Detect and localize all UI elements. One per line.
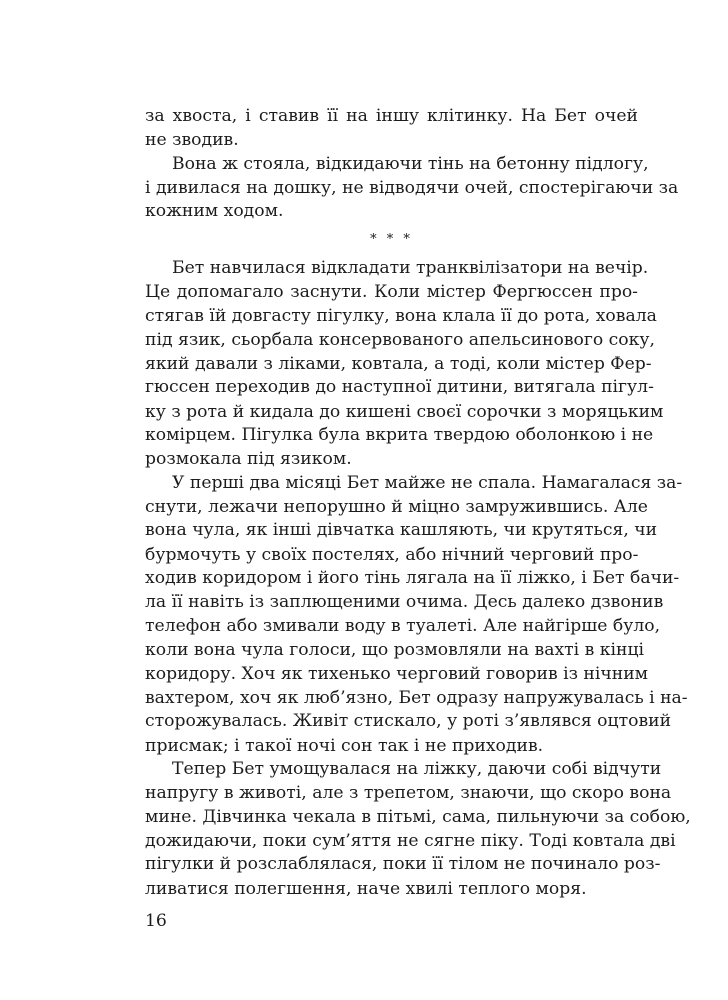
text-line: і дивилася на дошку, не відводячи очей, спостерігаючи за [145, 178, 679, 198]
section-separator: * * * [370, 232, 413, 247]
page-number: 16 [145, 911, 167, 931]
text-line: Бет навчилася відкладати транквілізатори на вечір. [172, 258, 649, 278]
text-line: стягав їй довгасту пігулку, вона клала її до рота, ховала [145, 306, 657, 326]
text-line: У перші два місяці Бет майже не спала. Намагалася за- [172, 473, 683, 493]
text-line: снути, лежачи непорушно й міцно замружившись. Але [145, 497, 648, 517]
text-line: пігулки й розслаблялася, поки її тілом не починало роз- [145, 854, 661, 874]
text-line: під язик, сьорбала консервованого апельсинового соку, [145, 330, 655, 350]
text-line: комірцем. Пігулка була вкрита твердою оболонкою і не [145, 425, 654, 445]
text-line: присмак; і такої ночі сон так і не приходив. [145, 736, 544, 756]
text-line: ливатися полегшення, наче хвилі теплого моря. [145, 879, 587, 899]
text-line: за хвоста, і ставив її на іншу клітинку. На Бет очей [145, 106, 638, 126]
text-line: який давали з ліками, ковтала, а тоді, коли містер Фер- [145, 354, 652, 374]
text-line: сторожувалась. Живіт стискало, у роті з’являвся оцтовий [145, 711, 672, 731]
text-line: вона чула, як інші дівчатка кашляють, чи крутяться, чи [145, 520, 658, 540]
text-line: ла її навіть із заплющеними очима. Десь далеко дзвонив [145, 592, 664, 612]
text-line: коли вона чула голоси, що розмовляли на вахті в кінці [145, 640, 644, 660]
text-line: дожидаючи, поки сум’яття не сягне піку. Тоді ковтала дві [145, 831, 676, 851]
text-line: гюссен переходив до наступної дитини, витягала пігул- [145, 377, 654, 397]
text-line: ку з рота й кидала до кишені своєї сорочки з моряцьким [145, 402, 664, 422]
text-line: Вона ж стояла, відкидаючи тінь на бетонну підлогу, [172, 154, 649, 174]
text-line: мине. Дівчинка чекала в пітьмі, сама, пильнуючи за собою, [145, 807, 691, 827]
text-line: напругу в животі, але з трепетом, знаючи, що скоро вона [145, 783, 672, 803]
text-line: Це допомагало заснути. Коли містер Фергюссен про- [145, 282, 638, 302]
text-line: коридору. Хоч як тихенько черговий говорив із нічним [145, 664, 649, 684]
text-line: Тепер Бет умощувалася на ліжку, даючи собі відчути [172, 759, 662, 779]
text-line: розмокала під язиком. [145, 449, 352, 469]
text-line: не зводив. [145, 130, 239, 150]
text-line: ходив коридором і його тінь лягала на її ліжко, і Бет бачи- [145, 568, 680, 588]
text-line: бурмочуть у своїх постелях, або нічний черговий про- [145, 545, 639, 565]
text-line: телефон або змивали воду в туалеті. Але найгірше було, [145, 616, 661, 636]
text-line: вахтером, хоч як люб’язно, Бет одразу напружувалась і на- [145, 688, 688, 708]
text-line: кожним ходом. [145, 201, 284, 221]
